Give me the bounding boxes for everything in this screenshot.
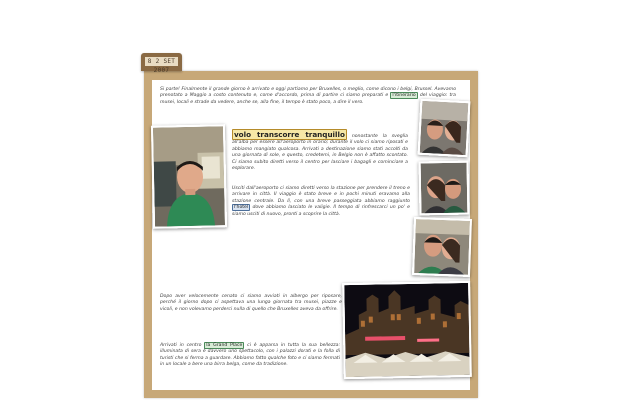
highlighted-phrase: l'hotel [234, 205, 249, 211]
journal-paragraph-2: volo transcorre tranquillo nonostante la sveglia all'alba per essere all'aeroporto in orario; durante il volo ci siamo riposati e abbiamo mangiato qualcosa. Arrivati a destinazione siamo stati accolti da una giornata di sole, e questo, credetemi, in Belgio non è affatto scontato. Ci siamo subito diretti verso il centro per lasciare i bagagli e cominciare a esplorare. [232, 130, 408, 172]
grand-place-image [344, 283, 470, 377]
selfie-photo-2 [419, 161, 470, 216]
journal-paragraph-4: Dopo aver velocemente cenato ci siamo avviati in albergo per riposare, perché il giorno dopo ci aspettava una lunga giornata tra musei, piazze e vicoli, e non volevamo perderci nulla di quello che Bruxelles aveva da offrire. [160, 294, 342, 312]
man-portrait-photo [151, 124, 227, 229]
selfie-image-3 [414, 219, 470, 275]
journal-paragraph-3: Usciti dall'aeroporto ci siamo diretti verso la stazione per prendere il treno e arrivare in città. Il viaggio è stato breve e in pochi minuti eravamo alla stazione centrale. Da lì, con una breve passeggiata abbiamo raggiunto l'hotel dove abbiamo lasciato le valigie. Il tempo di rinfrescarci un po' e siamo usciti di nuovo, pronti a scoprire la città. [232, 186, 410, 217]
date-tag [141, 53, 182, 74]
selfie-photo-3 [412, 217, 472, 277]
date-label: 8 2 SET 2007 [145, 57, 178, 66]
journal-paragraph-5: Arrivati in centro la Grand Place ci è apparsa in tutta la sua bellezza: illuminata di sera è davvero uno spettacolo, con i palazzi dorati e la folla di turisti che si ferma a guardare. Abbiamo fatto qualche foto e ci siamo fermati in un locale a bere una birra belga, come da tradizione. [160, 343, 340, 368]
highlighted-phrase: volo transcorre tranquillo [234, 130, 345, 139]
grand-place-night-photo [342, 281, 472, 379]
highlighted-phrase: l'itinerario [392, 93, 416, 99]
highlighted-phrase: la Grand Place [206, 343, 243, 348]
selfie-image-1 [420, 101, 469, 155]
selfie-image-2 [421, 163, 468, 214]
journal-paragraph-1: Si parte! Finalmente il grande giorno è arrivato e oggi partiamo per Bruxelles, o meglio, come dicono i belgi, Brussel. Avevamo prenotato a Maggio a costo contenuto e, come d'accordo, prima di partire ci siamo preparati e l'itinerario del viaggio: tra musei, locali e strade da vedere, anche se, alla fine, il tempo è stato poco, a dire il vero. [160, 87, 456, 105]
man-portrait-image [153, 126, 225, 226]
selfie-photo-1 [418, 99, 471, 158]
